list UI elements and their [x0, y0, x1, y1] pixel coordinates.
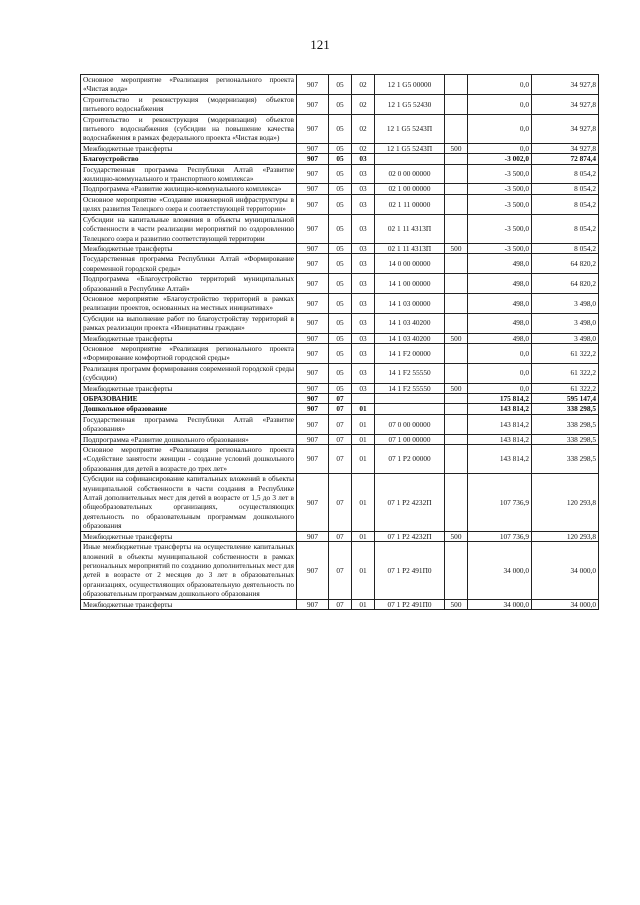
subsection-code: 01 — [352, 404, 375, 414]
expense-type-code — [445, 274, 468, 294]
section-code: 05 — [329, 164, 352, 184]
subsection-code: 03 — [352, 333, 375, 343]
row-name: Субсидии на капитальные вложения в объекты муниципальной собственности в части реализации мероприятий по оздоровлению Телецкого озера и развитию соответствующей территории — [81, 214, 297, 243]
target-article-code: 02 0 00 00000 — [375, 164, 445, 184]
section-code: 05 — [329, 184, 352, 194]
amount-change: 498,0 — [468, 293, 532, 313]
section-code: 05 — [329, 114, 352, 143]
subsection-code: 03 — [352, 293, 375, 313]
row-name: Основное мероприятие «Благоустройство территорий в рамках реализации проектов, основанных на местных инициативах» — [81, 293, 297, 313]
ministry-code: 907 — [297, 363, 329, 383]
amount-total: 8 054,2 — [532, 194, 599, 214]
expense-type-code — [445, 154, 468, 164]
amount-total: 72 874,4 — [532, 154, 599, 164]
ministry-code: 907 — [297, 404, 329, 414]
table-row — [81, 94, 599, 114]
amount-change: 0,0 — [468, 143, 532, 153]
amount-total: 338 298,5 — [532, 445, 599, 474]
ministry-code: 907 — [297, 274, 329, 294]
section-code: 07 — [329, 599, 352, 609]
ministry-code: 907 — [297, 254, 329, 274]
subsection-code: 02 — [352, 114, 375, 143]
amount-change: 0,0 — [468, 343, 532, 363]
target-article-code: 07 1 00 00000 — [375, 434, 445, 444]
expense-type-code — [445, 434, 468, 444]
expense-type-code: 500 — [445, 531, 468, 541]
amount-change: 34 000,0 — [468, 542, 532, 599]
expense-type-code — [445, 474, 468, 531]
subsection-code: 01 — [352, 414, 375, 434]
budget-table — [80, 74, 599, 610]
amount-change: -3 500,0 — [468, 243, 532, 253]
expense-type-code: 500 — [445, 333, 468, 343]
row-name: Подпрограмма «Развитие дошкольного образования» — [81, 434, 297, 444]
row-name: Дошкольное образование — [81, 404, 297, 414]
expense-type-code — [445, 414, 468, 434]
budget-table-body — [81, 75, 599, 610]
row-name: Государственная программа Республики Алтай «Развитие жилищно-коммунального и транспортного комплекса» — [81, 164, 297, 184]
target-article-code: 14 1 F2 00000 — [375, 343, 445, 363]
section-code: 05 — [329, 293, 352, 313]
subsection-code: 01 — [352, 542, 375, 599]
amount-change: 498,0 — [468, 313, 532, 333]
amount-change: 498,0 — [468, 274, 532, 294]
row-name: Субсидии на выполнение работ по благоустройству территорий в рамках реализации проекта «Инициативы граждан» — [81, 313, 297, 333]
ministry-code: 907 — [297, 154, 329, 164]
target-article-code: 14 1 F2 55550 — [375, 383, 445, 393]
table-row — [81, 434, 599, 444]
ministry-code: 907 — [297, 94, 329, 114]
section-code: 07 — [329, 474, 352, 531]
table-row — [81, 75, 599, 95]
table-row — [81, 274, 599, 294]
expense-type-code — [445, 293, 468, 313]
expense-type-code — [445, 114, 468, 143]
ministry-code: 907 — [297, 313, 329, 333]
expense-type-code — [445, 313, 468, 333]
section-code: 05 — [329, 154, 352, 164]
table-row — [81, 114, 599, 143]
ministry-code: 907 — [297, 474, 329, 531]
amount-total: 8 054,2 — [532, 243, 599, 253]
ministry-code: 907 — [297, 114, 329, 143]
table-row — [81, 445, 599, 474]
amount-change: 0,0 — [468, 363, 532, 383]
amount-change: 0,0 — [468, 114, 532, 143]
ministry-code: 907 — [297, 599, 329, 609]
subsection-code — [352, 394, 375, 404]
target-article-code: 07 1 P2 4232П — [375, 474, 445, 531]
section-code: 05 — [329, 143, 352, 153]
table-row — [81, 414, 599, 434]
row-name: Иные межбюджетные трансферты на осуществление капитальных вложений в объекты муниципальной собственности в рамках региональных мероприятий по созданию дополнительных мест для детей в возрасте от 2 месяцев до 3 лет в образовательных организациях, осуществляющих образовательную деятельность по образовательным программам дошкольного образования — [81, 542, 297, 599]
ministry-code: 907 — [297, 293, 329, 313]
amount-total: 34 927,8 — [532, 94, 599, 114]
target-article-code: 02 1 11 00000 — [375, 194, 445, 214]
target-article-code: 07 1 P2 491П0 — [375, 599, 445, 609]
subsection-code: 01 — [352, 599, 375, 609]
row-name: Строительство и реконструкция (модернизация) объектов питьевого водоснабжения — [81, 94, 297, 114]
amount-total: 61 322,2 — [532, 383, 599, 393]
target-article-code — [375, 394, 445, 404]
ministry-code: 907 — [297, 333, 329, 343]
amount-change: 0,0 — [468, 75, 532, 95]
table-row — [81, 531, 599, 541]
expense-type-code — [445, 214, 468, 243]
ministry-code: 907 — [297, 75, 329, 95]
target-article-code: 07 1 P2 4232П — [375, 531, 445, 541]
expense-type-code — [445, 184, 468, 194]
ministry-code: 907 — [297, 383, 329, 393]
amount-change: 0,0 — [468, 94, 532, 114]
subsection-code: 02 — [352, 143, 375, 153]
target-article-code: 14 0 00 00000 — [375, 254, 445, 274]
amount-change: 0,0 — [468, 383, 532, 393]
ministry-code: 907 — [297, 184, 329, 194]
row-name: Основное мероприятие «Создание инженерной инфраструктуры в целях развития Телецкого озера и соответствующей территории» — [81, 194, 297, 214]
amount-total: 338 298,5 — [532, 434, 599, 444]
section-code: 05 — [329, 194, 352, 214]
expense-type-code — [445, 343, 468, 363]
subsection-code: 03 — [352, 383, 375, 393]
amount-total: 595 147,4 — [532, 394, 599, 404]
target-article-code: 12 1 G5 5243П — [375, 143, 445, 153]
row-name: Межбюджетные трансферты — [81, 333, 297, 343]
section-code: 07 — [329, 531, 352, 541]
section-code: 07 — [329, 445, 352, 474]
target-article-code: 02 1 11 4313П — [375, 214, 445, 243]
subsection-code: 03 — [352, 164, 375, 184]
amount-total: 338 298,5 — [532, 414, 599, 434]
target-article-code: 12 1 G5 52430 — [375, 94, 445, 114]
table-row — [81, 404, 599, 414]
table-row — [81, 333, 599, 343]
table-row — [81, 254, 599, 274]
subsection-code: 02 — [352, 94, 375, 114]
ministry-code: 907 — [297, 194, 329, 214]
expense-type-code — [445, 404, 468, 414]
section-code: 05 — [329, 383, 352, 393]
row-name: Основное мероприятие «Реализация регионального проекта «Формирование комфортной городской среды» — [81, 343, 297, 363]
table-row — [81, 383, 599, 393]
target-article-code: 12 1 G5 00000 — [375, 75, 445, 95]
ministry-code: 907 — [297, 434, 329, 444]
row-name: Субсидии на софинансирование капитальных вложений в объекты муниципальной собственности в части создания в Республике Алтай дополнительных мест для детей в возрасте от 1,5 до 3 лет в общеобразовательных организациях, осуществляющих деятельность по образовательным программам дошкольного образования — [81, 474, 297, 531]
table-row — [81, 243, 599, 253]
amount-change: 498,0 — [468, 254, 532, 274]
row-name: Реализация программ формирования современной городской среды (субсидии) — [81, 363, 297, 383]
section-code: 07 — [329, 394, 352, 404]
row-name: Благоустройство — [81, 154, 297, 164]
row-name: Подпрограмма «Благоустройство территорий муниципальных образований в Республике Алтай» — [81, 274, 297, 294]
table-row — [81, 363, 599, 383]
subsection-code: 03 — [352, 363, 375, 383]
table-row — [81, 214, 599, 243]
target-article-code — [375, 154, 445, 164]
expense-type-code — [445, 394, 468, 404]
table-row — [81, 293, 599, 313]
target-article-code: 07 1 P2 491П0 — [375, 542, 445, 599]
amount-total: 34 927,8 — [532, 75, 599, 95]
amount-total: 34 927,8 — [532, 114, 599, 143]
amount-total: 120 293,8 — [532, 474, 599, 531]
amount-total: 34 000,0 — [532, 542, 599, 599]
row-name: Межбюджетные трансферты — [81, 383, 297, 393]
row-name: ОБРАЗОВАНИЕ — [81, 394, 297, 404]
target-article-code: 07 1 P2 00000 — [375, 445, 445, 474]
amount-total: 61 322,2 — [532, 363, 599, 383]
expense-type-code — [445, 542, 468, 599]
section-code: 05 — [329, 243, 352, 253]
ministry-code: 907 — [297, 143, 329, 153]
amount-change: 34 000,0 — [468, 599, 532, 609]
table-row — [81, 194, 599, 214]
ministry-code: 907 — [297, 394, 329, 404]
amount-change: 143 814,2 — [468, 404, 532, 414]
subsection-code: 01 — [352, 445, 375, 474]
subsection-code: 03 — [352, 194, 375, 214]
expense-type-code: 500 — [445, 243, 468, 253]
amount-total: 8 054,2 — [532, 214, 599, 243]
ministry-code: 907 — [297, 243, 329, 253]
row-name: Межбюджетные трансферты — [81, 143, 297, 153]
row-name: Межбюджетные трансферты — [81, 599, 297, 609]
amount-total: 64 820,2 — [532, 254, 599, 274]
table-row — [81, 343, 599, 363]
section-code: 05 — [329, 274, 352, 294]
expense-type-code — [445, 254, 468, 274]
section-code: 05 — [329, 94, 352, 114]
target-article-code: 07 0 00 00000 — [375, 414, 445, 434]
subsection-code: 01 — [352, 531, 375, 541]
section-code: 05 — [329, 333, 352, 343]
amount-change: -3 500,0 — [468, 194, 532, 214]
ministry-code: 907 — [297, 531, 329, 541]
subsection-code: 02 — [352, 75, 375, 95]
expense-type-code — [445, 164, 468, 184]
amount-total: 3 498,0 — [532, 313, 599, 333]
target-article-code: 12 1 G5 5243П — [375, 114, 445, 143]
subsection-code: 01 — [352, 474, 375, 531]
ministry-code: 907 — [297, 164, 329, 184]
expense-type-code — [445, 94, 468, 114]
amount-total: 3 498,0 — [532, 293, 599, 313]
amount-change: -3 500,0 — [468, 164, 532, 184]
subsection-code: 03 — [352, 243, 375, 253]
subsection-code: 03 — [352, 274, 375, 294]
subsection-code: 03 — [352, 343, 375, 363]
amount-total: 8 054,2 — [532, 184, 599, 194]
section-code: 05 — [329, 343, 352, 363]
row-name: Подпрограмма «Развитие жилищно-коммунального комплекса» — [81, 184, 297, 194]
amount-change: 143 814,2 — [468, 414, 532, 434]
subsection-code: 03 — [352, 254, 375, 274]
row-name: Государственная программа Республики Алтай «Развитие образования» — [81, 414, 297, 434]
table-row — [81, 313, 599, 333]
table-row — [81, 143, 599, 153]
target-article-code: 14 1 03 00000 — [375, 293, 445, 313]
amount-change: 107 736,9 — [468, 474, 532, 531]
amount-total: 34 000,0 — [532, 599, 599, 609]
amount-total: 64 820,2 — [532, 274, 599, 294]
table-row — [81, 394, 599, 404]
expense-type-code — [445, 445, 468, 474]
amount-change: 143 814,2 — [468, 445, 532, 474]
amount-change: -3 500,0 — [468, 184, 532, 194]
amount-change: 107 736,9 — [468, 531, 532, 541]
expense-type-code: 500 — [445, 143, 468, 153]
subsection-code: 03 — [352, 154, 375, 164]
section-code: 05 — [329, 363, 352, 383]
amount-total: 61 322,2 — [532, 343, 599, 363]
row-name: Межбюджетные трансферты — [81, 243, 297, 253]
row-name: Строительство и реконструкция (модернизация) объектов питьевого водоснабжения (субсидии на повышение качества водоснабжения в рамках федерального проекта «Чистая вода») — [81, 114, 297, 143]
section-code: 05 — [329, 214, 352, 243]
ministry-code: 907 — [297, 343, 329, 363]
amount-change: 143 814,2 — [468, 434, 532, 444]
expense-type-code — [445, 75, 468, 95]
ministry-code: 907 — [297, 542, 329, 599]
ministry-code: 907 — [297, 414, 329, 434]
target-article-code: 14 1 00 00000 — [375, 274, 445, 294]
row-name: Государственная программа Республики Алтай «Формирование современной городской среды» — [81, 254, 297, 274]
target-article-code: 14 1 F2 55550 — [375, 363, 445, 383]
section-code: 07 — [329, 404, 352, 414]
subsection-code: 03 — [352, 184, 375, 194]
table-row — [81, 164, 599, 184]
subsection-code: 03 — [352, 214, 375, 243]
expense-type-code — [445, 194, 468, 214]
amount-total: 338 298,5 — [532, 404, 599, 414]
section-code: 07 — [329, 434, 352, 444]
page-number: 121 — [310, 37, 330, 52]
table-row — [81, 184, 599, 194]
target-article-code — [375, 404, 445, 414]
amount-change: -3 002,0 — [468, 154, 532, 164]
subsection-code: 01 — [352, 434, 375, 444]
amount-change: -3 500,0 — [468, 214, 532, 243]
section-code: 05 — [329, 254, 352, 274]
table-row — [81, 154, 599, 164]
ministry-code: 907 — [297, 214, 329, 243]
section-code: 07 — [329, 414, 352, 434]
amount-total: 3 498,0 — [532, 333, 599, 343]
target-article-code: 02 1 11 4313П — [375, 243, 445, 253]
row-name: Межбюджетные трансферты — [81, 531, 297, 541]
amount-total: 8 054,2 — [532, 164, 599, 184]
target-article-code: 02 1 00 00000 — [375, 184, 445, 194]
section-code: 05 — [329, 75, 352, 95]
expense-type-code: 500 — [445, 599, 468, 609]
amount-total: 34 927,8 — [532, 143, 599, 153]
target-article-code: 14 1 03 40200 — [375, 313, 445, 333]
ministry-code: 907 — [297, 445, 329, 474]
section-code: 05 — [329, 313, 352, 333]
expense-type-code — [445, 363, 468, 383]
row-name: Основное мероприятие «Реализация регионального проекта «Чистая вода» — [81, 75, 297, 95]
subsection-code: 03 — [352, 313, 375, 333]
amount-change: 175 814,2 — [468, 394, 532, 404]
table-row — [81, 542, 599, 599]
amount-total: 120 293,8 — [532, 531, 599, 541]
row-name: Основное мероприятие «Реализация регионального проекта «Содействие занятости женщин - создание условий дошкольного образования для детей в возрасте до трех лет» — [81, 445, 297, 474]
amount-change: 498,0 — [468, 333, 532, 343]
table-row — [81, 599, 599, 609]
target-article-code: 14 1 03 40200 — [375, 333, 445, 343]
section-code: 07 — [329, 542, 352, 599]
table-row — [81, 474, 599, 531]
expense-type-code: 500 — [445, 383, 468, 393]
